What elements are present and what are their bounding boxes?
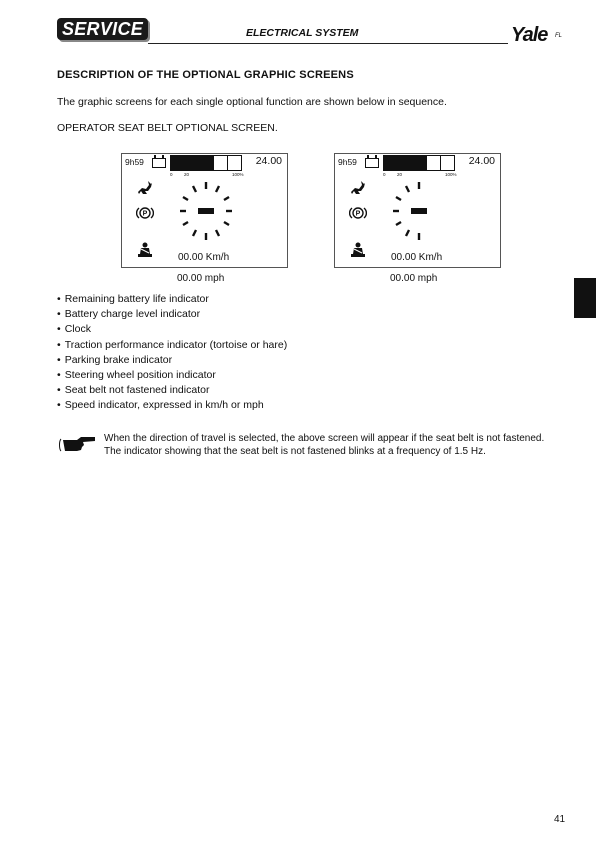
scale-label: 100% xyxy=(445,172,457,177)
battery-charge-bar xyxy=(170,155,242,171)
battery-icon xyxy=(365,158,379,168)
scale-label: 20 xyxy=(397,172,403,177)
speed-mph: 00.00 mph xyxy=(390,273,438,284)
list-item: • Clock xyxy=(57,322,287,337)
note-line: When the direction of travel is selected, the above screen will appear if the seat belt is not fastened. xyxy=(104,433,545,444)
note-line: The indicator showing that the seat belt is not fastened blinks at a frequency of 1.5 Hz. xyxy=(104,446,486,457)
svg-text:P: P xyxy=(142,210,148,218)
hare-icon xyxy=(136,180,154,196)
pointing-hand-icon xyxy=(57,433,97,455)
scale-label: 0 xyxy=(170,172,173,177)
service-badge: SERVICE xyxy=(57,18,148,40)
steering-position-indicator xyxy=(174,180,238,242)
header-title: ELECTRICAL SYSTEM xyxy=(246,27,359,39)
battery-fill xyxy=(384,156,426,170)
speed-mph: 00.00 mph xyxy=(177,273,225,284)
seat-belt-icon xyxy=(349,242,367,258)
battery-life: 24.00 xyxy=(255,155,282,167)
list-item: • Speed indicator, expressed in km/h or mph xyxy=(57,398,287,413)
scale-label: 0 xyxy=(383,172,386,177)
battery-fill xyxy=(171,156,213,170)
svg-text:P: P xyxy=(355,210,361,218)
parking-brake-icon xyxy=(136,205,154,221)
speed-kmh: 00.00 Km/h xyxy=(178,252,230,263)
clock: 9h59 xyxy=(338,157,357,167)
indicator-list xyxy=(57,292,287,414)
brand-logo: Yale xyxy=(511,24,548,46)
note-text xyxy=(104,432,564,458)
scale-label: 100% xyxy=(232,172,244,177)
list-item: • Seat belt not fastened indicator xyxy=(57,383,287,398)
subheading: OPERATOR SEAT BELT OPTIONAL SCREEN. xyxy=(57,122,278,134)
list-item: • Steering wheel position indicator xyxy=(57,368,287,383)
parking-brake-icon xyxy=(349,205,367,221)
list-item: • Traction performance indicator (tortoise or hare) xyxy=(57,338,287,353)
hare-icon xyxy=(349,180,367,196)
battery-segment xyxy=(213,156,227,170)
header-rule xyxy=(148,43,508,44)
clock: 9h59 xyxy=(125,157,144,167)
battery-segment xyxy=(426,156,440,170)
seat-belt-icon xyxy=(136,242,154,258)
scale-label: 20 xyxy=(184,172,190,177)
page-number: 41 xyxy=(554,814,566,825)
battery-segment xyxy=(227,156,241,170)
speed-kmh: 00.00 Km/h xyxy=(391,252,443,263)
battery-charge-bar xyxy=(383,155,455,171)
list-item: • Parking brake indicator xyxy=(57,353,287,368)
display-screen-left xyxy=(121,153,288,268)
intro-text: The graphic screens for each single optional function are shown below in sequence. xyxy=(57,96,447,108)
steering-position-indicator xyxy=(387,180,451,242)
battery-segment xyxy=(440,156,454,170)
battery-icon xyxy=(152,158,166,168)
battery-life: 24.00 xyxy=(468,155,495,167)
section-tab-marker xyxy=(574,278,596,318)
display-screen-right xyxy=(334,153,501,268)
list-item: • Battery charge level indicator xyxy=(57,307,287,322)
brand-logo-suffix: FL xyxy=(555,33,563,39)
list-item: • Remaining battery life indicator xyxy=(57,292,287,307)
section-heading: DESCRIPTION OF THE OPTIONAL GRAPHIC SCREENS xyxy=(57,69,354,81)
